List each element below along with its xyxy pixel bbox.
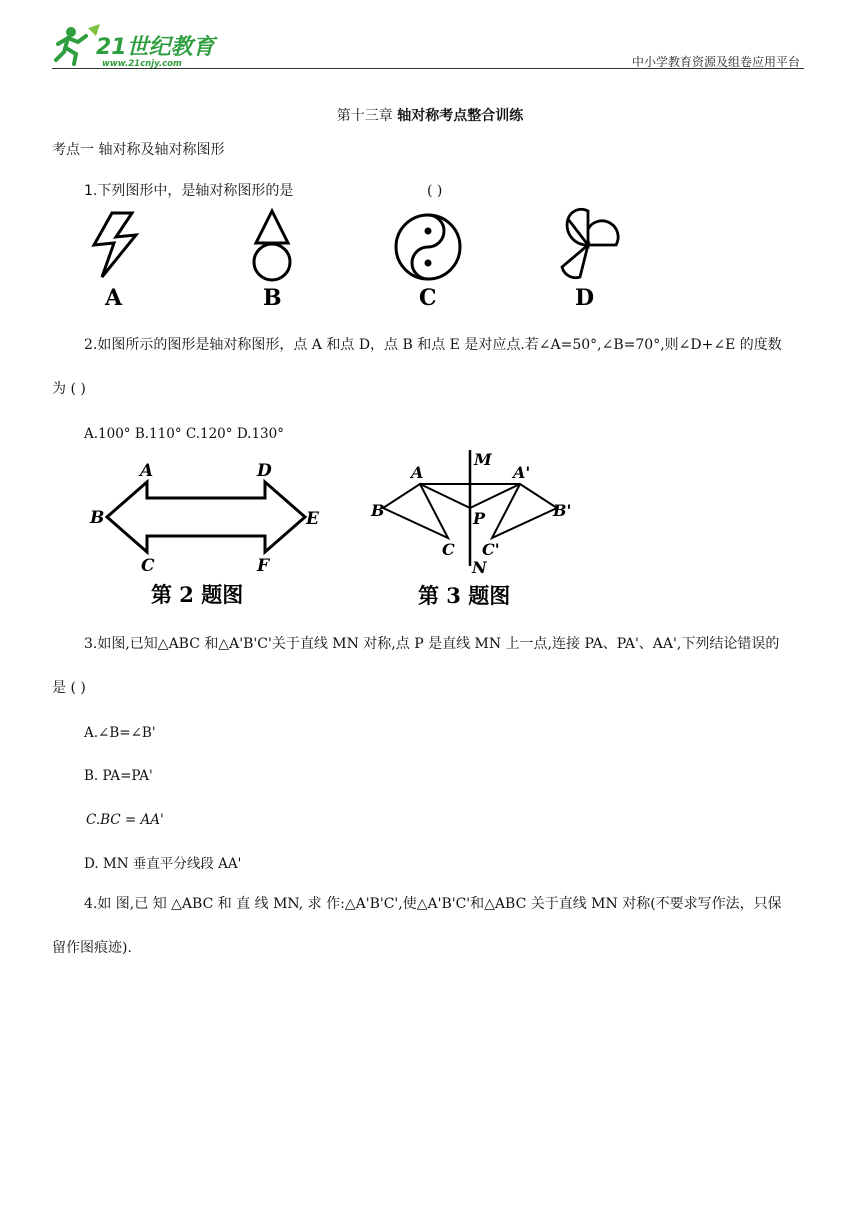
question-2-options: A.100° B.110° C.120° D.130° <box>84 426 284 442</box>
header-divider <box>52 68 804 69</box>
point-m: M <box>474 450 492 469</box>
question-4-line-1: 4.如 图,已 知 △ABC 和 直 线 MN, 求 作:△A'B'C',使△A'B'C'和△ABC 关于直线 MN 对称(不要求写作法，只保 <box>84 896 782 912</box>
double-arrow-shape <box>107 482 305 552</box>
question-1-bracket: ( ) <box>427 183 443 199</box>
question-3-option-b: B. PA=PA' <box>84 768 153 784</box>
point-f: F <box>257 556 270 576</box>
point-b: B <box>371 501 385 520</box>
question-3-option-a: A.∠B=∠B' <box>84 725 156 741</box>
point-c: C <box>442 540 455 559</box>
question-2-line-2: 为 ( ) <box>52 381 86 397</box>
title-main: 轴对称考点整合训练 <box>397 108 524 124</box>
point-n: N <box>472 558 487 577</box>
figure-label-b: B <box>263 285 282 311</box>
lightning-bolt-shape <box>94 213 136 277</box>
figure-2-caption: 第 2 题图 <box>151 582 244 607</box>
point-b-prime: B' <box>553 501 572 520</box>
question-1-text: 1.下列图形中，是轴对称图形的是 <box>84 183 294 199</box>
point-c-prime: C' <box>482 540 500 559</box>
platform-name: 中小学教育资源及组卷应用平台 <box>631 55 800 69</box>
figure-label-a: A <box>105 285 123 311</box>
circle-shape <box>254 244 290 280</box>
logo-main: 21世纪教育 <box>96 35 215 60</box>
point-e: E <box>306 509 319 529</box>
triangle-shape <box>256 211 288 243</box>
question-3-option-d: D. MN 垂直平分线段 AA' <box>84 856 242 872</box>
question-3-option-c: C.BC = AA' <box>86 812 164 828</box>
question-1-figures <box>80 205 640 315</box>
segment-pa <box>420 484 470 508</box>
segment-pa-prime <box>470 484 520 508</box>
logo-url: www.21cnjy.com <box>102 59 182 68</box>
page-title <box>0 105 860 125</box>
point-a: A <box>140 461 154 481</box>
runner-icon <box>56 24 100 64</box>
question-3-line-2: 是 ( ) <box>52 680 86 696</box>
point-c: C <box>141 556 155 576</box>
title-prefix: 第十三章 <box>336 108 398 124</box>
question-3-line-1: 3.如图,已知△ABC 和△A'B'C'关于直线 MN 对称,点 P 是直线 MN 上一点,连接 PA、PA'、AA',下列结论错误的 <box>84 636 780 652</box>
point-a: A <box>411 463 424 482</box>
point-b: B <box>90 508 105 528</box>
point-p: P <box>473 509 486 528</box>
question-2-line-1: 2.如图所示的图形是轴对称图形，点 A 和点 D，点 B 和点 E 是对应点.若∠A=50°,∠B=70°,则∠D+∠E 的度数 <box>84 337 782 353</box>
figure-3 <box>365 448 585 613</box>
point-a-prime: A' <box>513 463 531 482</box>
figure-label-c: C <box>419 285 437 311</box>
figure-2 <box>85 455 335 615</box>
figure-label-d: D <box>575 285 595 311</box>
point-d: D <box>257 461 272 481</box>
section-heading: 考点一 轴对称及轴对称图形 <box>52 142 225 158</box>
pinwheel-shape <box>562 209 618 277</box>
site-logo <box>52 22 232 68</box>
question-4-line-2: 留作图痕迹). <box>52 940 132 956</box>
yin-yang-shape <box>396 215 460 279</box>
figure-3-caption: 第 3 题图 <box>418 583 511 608</box>
